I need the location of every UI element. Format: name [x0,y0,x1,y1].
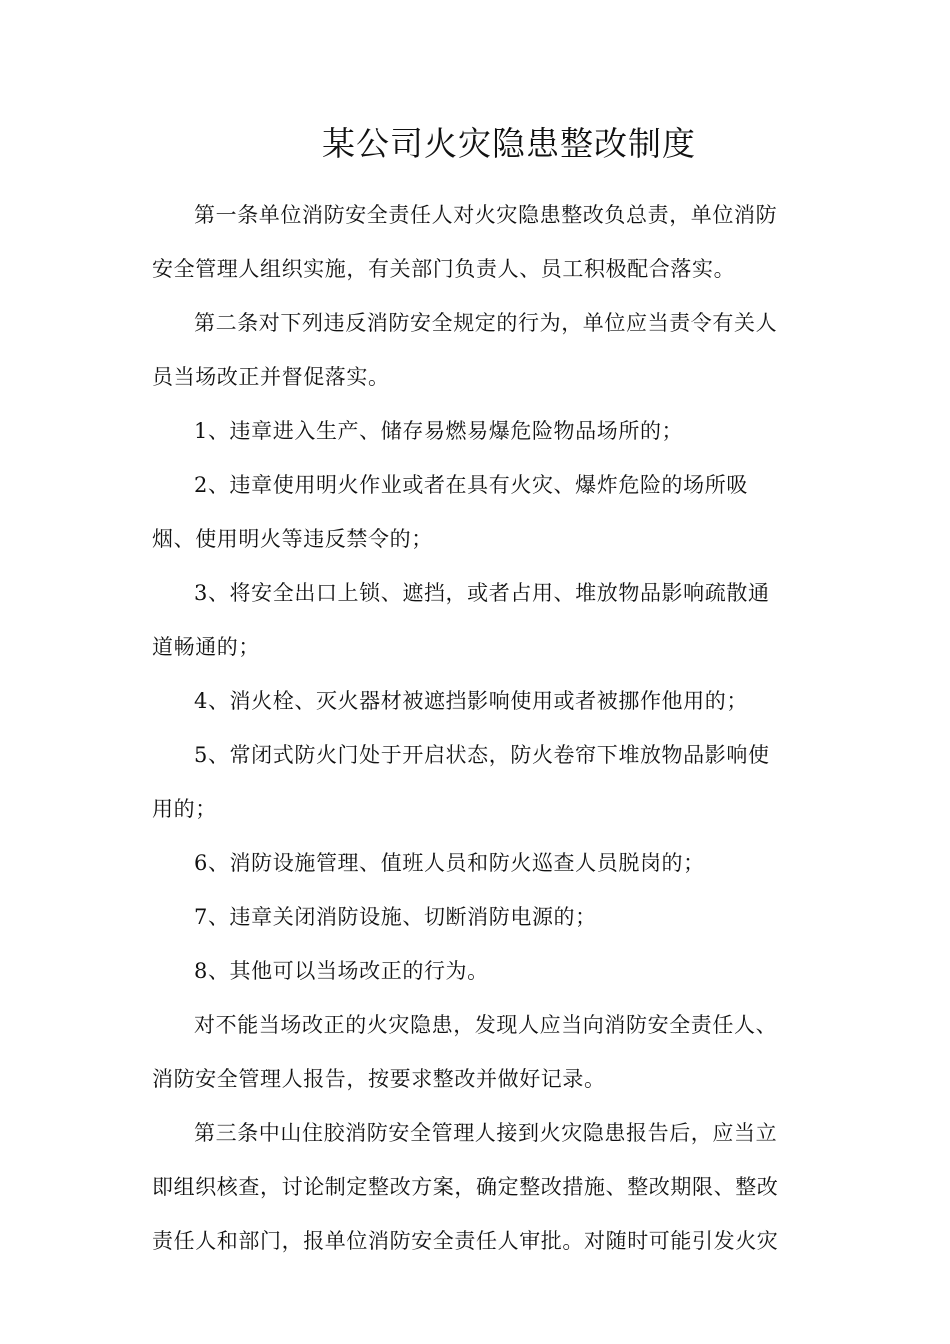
list-item-4: 4、消火栓、灭火器材被遮挡影响使用或者被挪作他用的； [194,689,748,713]
list-item-2: 2、违章使用明火作业或者在具有火灾、爆炸危险的场所吸 烟、使用明火等违反禁令的； [152,473,748,551]
paragraph-article-2: 第二条对下列违反消防安全规定的行为，单位应当责令有关人 员当场改正并督促落实。 [152,311,778,389]
document-title: 某公司火灾隐患整改制度 [322,124,696,163]
paragraph-report: 对不能当场改正的火灾隐患，发现人应当向消防安全责任人、 消防安全管理人报告，按要求整改并做好记录。 [152,1013,778,1091]
paragraph-article-3: 第三条中山住胶消防安全管理人接到火灾隐患报告后，应当立 即组织核查，讨论制定整改方案，确定整改措施、整改期限、整改 责任人和部门，报单位消防安全责任人审批。对随时可能引发火灾 [152,1121,779,1253]
list-item-8: 8、其他可以当场改正的行为。 [194,959,489,983]
paragraph-article-1: 第一条单位消防安全责任人对火灾隐患整改负总责，单位消防 安全管理人组织实施，有关部门负责人、员工积极配合落实。 [152,203,778,281]
list-item-7: 7、违章关闭消防设施、切断消防电源的； [194,905,597,929]
list-item-3: 3、将安全出口上锁、遮挡，或者占用、堆放物品影响疏散通 道畅通的； [152,581,770,659]
list-item-6: 6、消防设施管理、值班人员和防火巡查人员脱岗的； [194,851,705,875]
list-item-5: 5、常闭式防火门处于开启状态，防火卷帘下堆放物品影响使 用的； [152,743,770,821]
document-body [152,188,804,1268]
list-item-1: 1、违章进入生产、储存易燃易爆危险物品场所的； [194,419,684,443]
